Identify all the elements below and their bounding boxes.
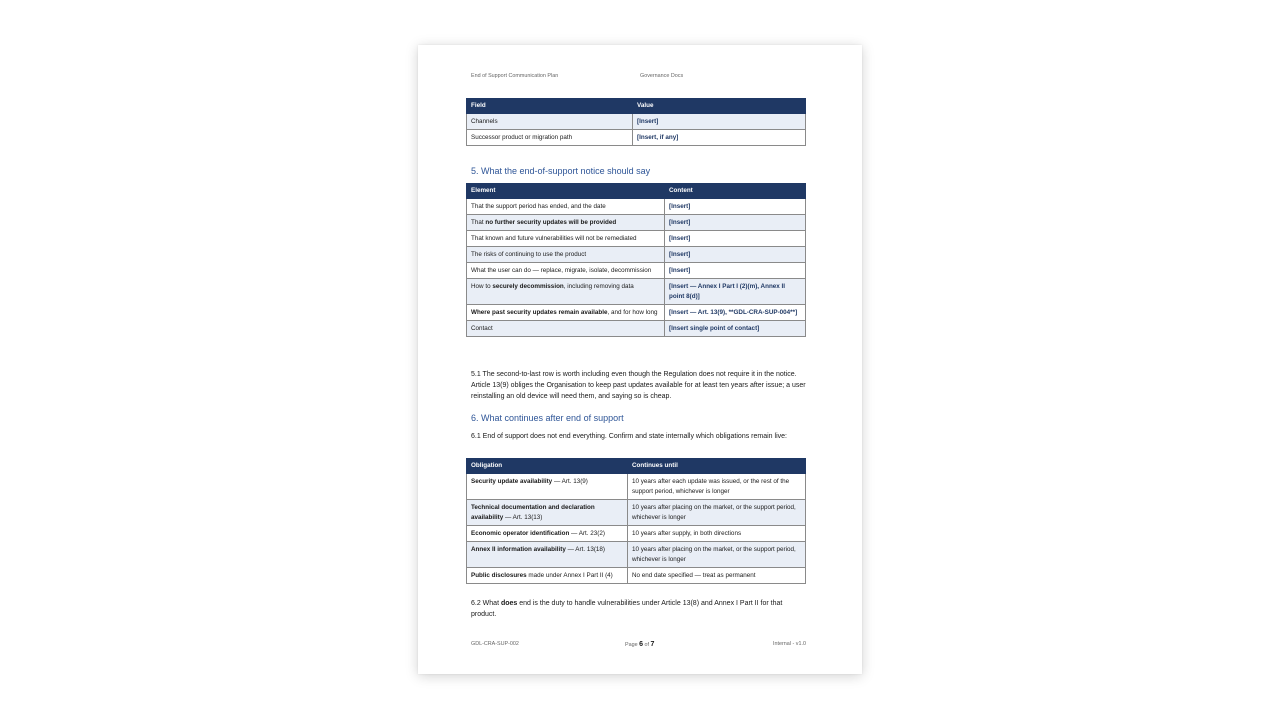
table-cell: 10 years after each update was issued, or the rest of the support period, whichever is longer xyxy=(628,474,806,500)
table-cell xyxy=(467,474,628,500)
cell-text: Contact xyxy=(471,324,493,332)
table-cell: [Insert] xyxy=(665,215,806,231)
table-row xyxy=(467,526,806,542)
cell-text: made under Annex I Part II (4) xyxy=(526,571,613,579)
cell-bold-text: securely decommission xyxy=(492,282,564,290)
table-row xyxy=(467,130,806,146)
table-cell: [Insert] xyxy=(665,247,806,263)
cell-text: That xyxy=(471,218,486,226)
cell-bold-text: Annex II information availability xyxy=(471,545,566,553)
table-cell: [Insert] xyxy=(665,199,806,215)
header-doc-title: End of Support Communication Plan xyxy=(471,73,559,79)
para-bold-text: does xyxy=(500,600,518,607)
paragraph-6-1: 6.1 End of support does not end everything. Confirm and state internally which obligations remain live: xyxy=(471,433,787,440)
cell-text: How to xyxy=(471,282,493,290)
document-page xyxy=(418,45,862,674)
table-cell: [Insert, if any] xyxy=(633,130,806,146)
header-category: Governance Docs xyxy=(640,73,684,79)
paragraph-6-2 xyxy=(471,598,809,620)
cell-text: The risks of continuing to use the product xyxy=(471,250,587,258)
table-cell: 10 years after placing on the market, or the support period, whichever is longer xyxy=(628,542,806,568)
cell-text: — Art. 13(18) xyxy=(565,545,606,553)
section-6-heading: 6. What continues after end of support xyxy=(471,413,624,423)
cell-bold-text: Security update availability xyxy=(471,477,553,485)
cell-text: — Art. 13(9) xyxy=(552,477,588,485)
table-cell: No end date specified — treat as permanent xyxy=(628,568,806,584)
notice-elements-table xyxy=(466,183,806,337)
cell-bold-text: Public disclosures xyxy=(471,571,527,579)
footer-version: Internal - v1.0 xyxy=(773,641,806,647)
page-label: Page xyxy=(625,642,640,648)
table-cell xyxy=(467,500,628,526)
table-cell: 10 years after supply, in both directions xyxy=(628,526,806,542)
table-row xyxy=(467,199,806,215)
page-current: 6 xyxy=(639,641,643,648)
cell-text: , and for how long xyxy=(607,308,658,316)
footer-doc-id: GDL-CRA-SUP-002 xyxy=(471,641,519,647)
table-cell xyxy=(467,542,628,568)
table-cell xyxy=(467,215,665,231)
page-total: 7 xyxy=(650,641,655,648)
cell-bold-text: no further security updates will be provided xyxy=(485,218,617,226)
table-header: Content xyxy=(665,184,806,199)
table-cell xyxy=(467,526,628,542)
table-cell: Channels xyxy=(467,114,633,130)
table-header: Obligation xyxy=(467,459,628,474)
table-cell: [Insert] xyxy=(665,263,806,279)
table-cell: [Insert — Annex I Part I (2)(m), Annex II point 8(d)] xyxy=(665,279,806,305)
table-row xyxy=(467,321,806,337)
cell-bold-text: Technical documentation and declaration availability xyxy=(471,503,595,521)
paragraph-5-1: 5.1 The second-to-last row is worth including even though the Regulation does not require it in the notice. Article 13(9) obliges the Organisation to keep past updates available for at least ten years after issue; a user reinstalling an old device will need them, and saying so is cheap. xyxy=(471,371,806,400)
table-row xyxy=(467,474,806,500)
table-row xyxy=(467,279,806,305)
table-cell: [Insert] xyxy=(633,114,806,130)
table-cell xyxy=(467,305,665,321)
table-cell xyxy=(467,321,665,337)
table-cell: [Insert single point of contact] xyxy=(665,321,806,337)
table-row xyxy=(467,263,806,279)
footer-page-number xyxy=(625,641,654,648)
table-header: Value xyxy=(633,99,806,114)
table-cell: [Insert — Art. 13(9), **GDL-CRA-SUP-004**] xyxy=(665,305,806,321)
table-row xyxy=(467,305,806,321)
table-cell: [Insert] xyxy=(665,231,806,247)
cell-bold-text: Where past security updates remain available xyxy=(471,308,608,316)
cell-text: — Art. 23(2) xyxy=(569,529,606,537)
table-row xyxy=(467,568,806,584)
cell-text: — Art. 13(13) xyxy=(503,513,543,521)
table-header: Field xyxy=(467,99,633,114)
table-cell xyxy=(467,199,665,215)
table-cell xyxy=(467,568,628,584)
table-cell xyxy=(467,247,665,263)
table-header: Continues until xyxy=(628,459,806,474)
cell-text: , including removing data xyxy=(563,282,634,290)
section-5-heading: 5. What the end-of-support notice should say xyxy=(471,166,651,176)
cell-text: That the support period has ended, and the date xyxy=(471,202,606,210)
table-row xyxy=(467,215,806,231)
table-row xyxy=(467,500,806,526)
para-text: 6.2 What xyxy=(471,600,501,607)
table-row xyxy=(467,231,806,247)
table-header: Element xyxy=(467,184,665,199)
table-cell: 10 years after placing on the market, or the support period, whichever is longer xyxy=(628,500,806,526)
table-row xyxy=(467,542,806,568)
page-of: of xyxy=(643,642,651,648)
table-row xyxy=(467,247,806,263)
cell-text: That known and future vulnerabilities will not be remediated xyxy=(471,234,637,242)
cell-text: What the user can do — replace, migrate, isolate, decommission xyxy=(471,266,652,274)
cell-bold-text: Economic operator identification xyxy=(471,529,570,537)
para-text: end is the duty to handle vulnerabilities under Article 13(8) and Annex I Part II for that product. xyxy=(471,600,783,618)
table-cell xyxy=(467,279,665,305)
table-cell xyxy=(467,263,665,279)
table-cell xyxy=(467,231,665,247)
table-row xyxy=(467,114,806,130)
obligations-table xyxy=(466,458,806,584)
field-value-table xyxy=(466,98,806,146)
table-cell: Successor product or migration path xyxy=(467,130,633,146)
